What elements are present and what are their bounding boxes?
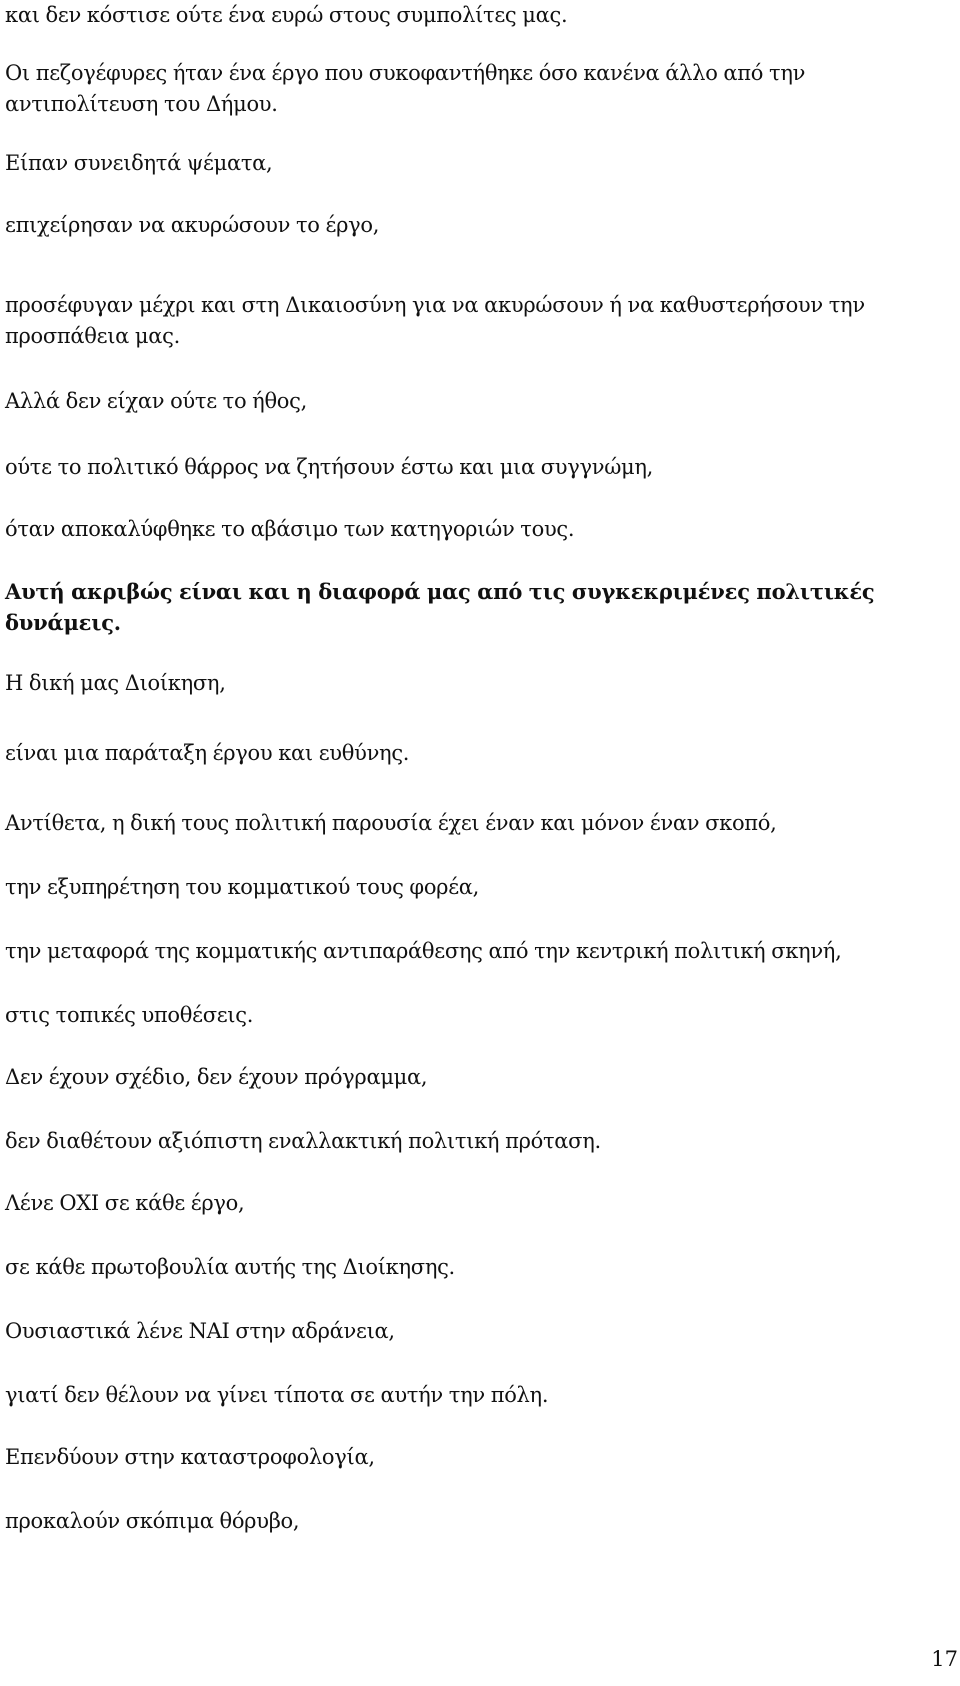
paragraph: Επενδύουν στην καταστροφολογία, bbox=[5, 1445, 375, 1469]
paragraph: προκαλούν σκόπιμα θόρυβο, bbox=[5, 1509, 300, 1533]
page-number: 17 bbox=[931, 1647, 958, 1671]
paragraph: την μεταφορά της κομματικής αντιπαράθεσης από την κεντρική πολιτική σκηνή, bbox=[5, 939, 842, 963]
paragraph: Αντίθετα, η δική τους πολιτική παρουσία έχει έναν και μόνον έναν σκοπό, bbox=[5, 811, 777, 835]
paragraph: επιχείρησαν να ακυρώσουν το έργο, bbox=[5, 213, 380, 237]
paragraph: δεν διαθέτουν αξιόπιστη εναλλακτική πολιτική πρόταση. bbox=[5, 1129, 601, 1153]
paragraph: Δεν έχουν σχέδιο, δεν έχουν πρόγραμμα, bbox=[5, 1065, 428, 1089]
paragraph: και δεν κόστισε ούτε ένα ευρώ στους συμπολίτες μας. bbox=[5, 3, 568, 27]
paragraph: Λένε ΟΧΙ σε κάθε έργο, bbox=[5, 1191, 245, 1215]
paragraph: Ουσιαστικά λένε ΝΑΙ στην αδράνεια, bbox=[5, 1319, 395, 1343]
paragraph: στις τοπικές υποθέσεις. bbox=[5, 1003, 254, 1027]
paragraph: όταν αποκαλύφθηκε το αβάσιμο των κατηγοριών τους. bbox=[5, 517, 575, 541]
paragraph: Αλλά δεν είχαν ούτε το ήθος, bbox=[5, 389, 307, 413]
paragraph: είναι μια παράταξη έργου και ευθύνης. bbox=[5, 741, 410, 765]
emphasis-paragraph: Αυτή ακριβώς είναι και η διαφορά μας από τις συγκεκριμένες πολιτικές δυνάμεις. bbox=[5, 579, 875, 635]
paragraph: ούτε το πολιτικό θάρρος να ζητήσουν έστω και μια συγγνώμη, bbox=[5, 455, 654, 479]
paragraph: Είπαν συνειδητά ψέματα, bbox=[5, 151, 273, 175]
paragraph: Οι πεζογέφυρες ήταν ένα έργο που συκοφαντήθηκε όσο κανένα άλλο από την αντιπολίτευση του Δήμου. bbox=[5, 61, 806, 116]
paragraph: σε κάθε πρωτοβουλία αυτής της Διοίκησης. bbox=[5, 1255, 455, 1279]
paragraph: Η δική μας Διοίκηση, bbox=[5, 671, 226, 695]
paragraph: προσέφυγαν μέχρι και στη Δικαιοσύνη για να ακυρώσουν ή να καθυστερήσουν την προσπάθεια μας. bbox=[5, 293, 865, 348]
paragraph: την εξυπηρέτηση του κομματικού τους φορέα, bbox=[5, 875, 480, 899]
paragraph: γιατί δεν θέλουν να γίνει τίποτα σε αυτήν την πόλη. bbox=[5, 1383, 549, 1407]
